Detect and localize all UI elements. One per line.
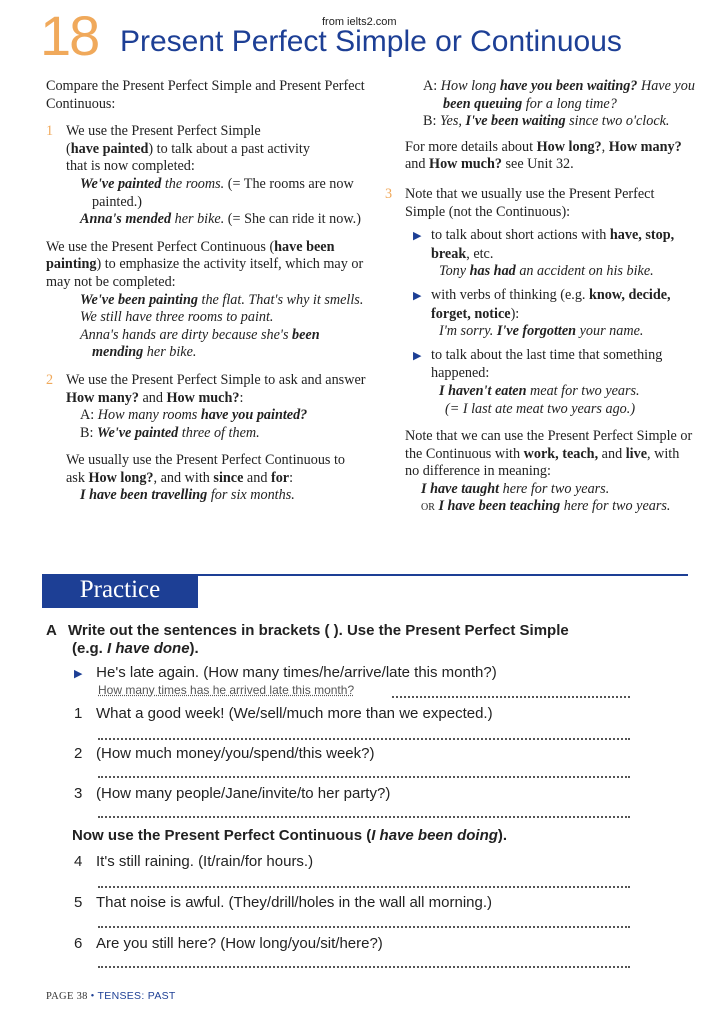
answer-line[interactable] (98, 816, 630, 818)
practice-heading: Practice (79, 576, 161, 603)
answer-line[interactable] (98, 738, 630, 740)
triangle-bullet-icon: ▶ (74, 668, 83, 680)
right-column (385, 78, 695, 516)
continuous-instructions: Now use the Present Perfect Continuous (I have been doing). (72, 827, 508, 844)
section-2-lead: 2 We use the Present Perfect Simple to ask and answer How many? and How much?: (46, 371, 366, 406)
exercise-item: 6 Are you still here? (How long/you/sit/here?) (74, 935, 383, 952)
example: Anna's hands are dirty because she's been mending her bike. (80, 326, 320, 361)
answer-line[interactable] (98, 926, 630, 928)
section-1-line: (have painted) to talk about a past activity (66, 140, 310, 157)
section-number: 1 (46, 123, 54, 140)
source-watermark: from ielts2.com (322, 16, 397, 28)
example: I have taught here for two years. (421, 480, 610, 497)
example: Anna's mended her bike. (= She can ride it now.) (80, 211, 361, 228)
triangle-bullet-icon: ▶ (413, 230, 422, 243)
left-column (46, 78, 366, 505)
section-1-lead: 1 We use the Present Perfect Simple (46, 123, 261, 140)
triangle-bullet-icon: ▶ (413, 289, 422, 302)
bullet-item: ▶ to talk about the last time that something happened: (413, 346, 663, 382)
dialogue-line: A: How many rooms have you painted? (80, 407, 308, 424)
example: We've been painting the flat. That's why it smells. (80, 291, 364, 308)
section-3-lead: 3 Note that we usually use the Present Perfect Simple (not the Continuous): (385, 185, 655, 220)
exercise-instructions: A Write out the sentences in brackets ( ). Use the Present Perfect Simple (46, 622, 569, 639)
page-footer: PAGE 38 • TENSES: PAST (46, 990, 176, 1002)
unit-title: Present Perfect Simple or Continuous (120, 25, 622, 58)
answer-line[interactable] (392, 696, 630, 698)
example: We still have three rooms to paint. (80, 309, 274, 326)
example: I haven't eaten meat for two years. (439, 382, 640, 399)
example: We've painted the rooms. (= The rooms are now painted.) (80, 175, 354, 210)
section-number: 3 (385, 185, 393, 202)
dialogue-line: A: How long have you been waiting? Have you been queuing for a long time? (423, 78, 695, 112)
exercise-letter: A (46, 622, 57, 639)
exercise-item: 5 That noise is awful. (They/drill/holes in the wall all morning.) (74, 894, 492, 911)
example: I'm sorry. I've forgotten your name. (439, 323, 644, 340)
how-long-explanation: We usually use the Present Perfect Continuous to ask How long?, and with since and for: (66, 452, 346, 486)
answer-line[interactable] (98, 886, 630, 888)
section-1-line: that is now completed: (66, 158, 195, 175)
answer-line[interactable] (98, 966, 630, 968)
note-text: Note that we can use the Present Perfect Simple or the Continuous with work, teach, and live, with no difference in meaning: (405, 428, 693, 480)
exercise-item: 3 (How many people/Jane/invite/to her party?) (74, 785, 391, 802)
continuous-explanation: We use the Present Perfect Continuous (have been painting) to emphasize the activity itself, which may or may not be completed: (46, 238, 364, 290)
section-number: 2 (46, 371, 54, 388)
example: Tony has had an accident on his bike. (439, 263, 654, 280)
dialogue-line: B: We've painted three of them. (80, 424, 260, 441)
example: or I have been teaching here for two years. (421, 498, 671, 515)
bullet-item: ▶ with verbs of thinking (e.g. know, decide, forget, notice): (413, 286, 671, 322)
answer-line[interactable] (98, 776, 630, 778)
unit-number: 18 (40, 4, 99, 67)
example: I have been travelling for six months. (80, 487, 295, 504)
example: (= I last ate meat two years ago.) (445, 400, 636, 417)
example-item: ▶ He's late again. (How many times/he/arrive/late this month?) (74, 663, 497, 684)
bullet-item: ▶ to talk about short actions with have, stop, break, etc. (413, 227, 675, 262)
example-answer: How many times has he arrived late this month? (98, 683, 355, 697)
details-note: For more details about How long?, How many? and How much? see Unit 32. (405, 138, 682, 173)
dialogue-line: B: Yes, I've been waiting since two o'clock. (423, 113, 670, 130)
exercise-item: 1 What a good week! (We/sell/much more than we expected.) (74, 705, 493, 722)
exercise-item: 4 It's still raining. (It/rain/for hours.) (74, 853, 314, 870)
triangle-bullet-icon: ▶ (413, 349, 422, 362)
exercise-item: 2 (How much money/you/spend/this week?) (74, 745, 375, 762)
exercise-instructions-cont: (e.g. I have done). (72, 640, 199, 657)
intro-text: Compare the Present Perfect Simple and Present Perfect Continuous: (46, 78, 365, 112)
